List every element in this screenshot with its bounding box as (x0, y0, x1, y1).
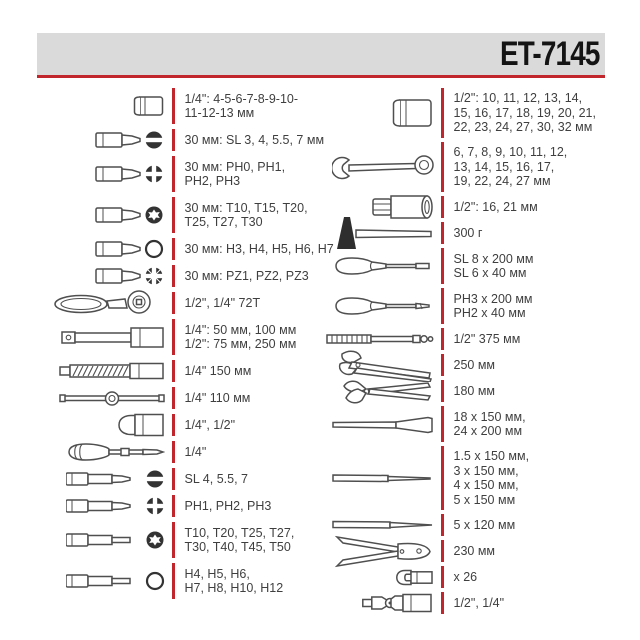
adapter-icon (50, 412, 172, 438)
tool-spec (444, 518, 516, 533)
tool-row (343, 288, 607, 324)
spec-line: 1/2": 10, 11, 12, 13, 14, (453, 91, 583, 106)
bit-phillips-icon (50, 160, 172, 188)
tool-row (343, 328, 607, 350)
tool-row (343, 540, 607, 562)
tool-spec (444, 226, 483, 241)
tool-spec (175, 567, 284, 596)
tool-spec (444, 449, 530, 507)
spec-line: SL 6 x 40 мм (453, 266, 527, 280)
sliding-t-bar-icon (50, 388, 172, 409)
tool-row (50, 88, 338, 124)
extension-bar-icon (50, 324, 172, 351)
spec-line: 230 мм (453, 543, 496, 558)
spec-line: H4, H5, H6, (184, 566, 250, 581)
tool-spec (444, 332, 521, 347)
tool-row (50, 319, 338, 355)
tool-spec (444, 252, 534, 281)
tool-spec (444, 596, 505, 611)
tool-row (50, 522, 338, 558)
spec-line: SL 8 x 200 мм (453, 251, 534, 266)
spec-line: 30 мм: SL 3, 4, 5.5, 7 мм (184, 132, 325, 147)
bit-pozidriv-icon (50, 262, 172, 290)
tool-spec (175, 418, 236, 433)
right-column (343, 88, 607, 618)
spec-line: 24 x 200 мм (453, 424, 523, 438)
spec-line: 6, 7, 8, 9, 10, 11, 12, (453, 145, 568, 160)
tool-spec (175, 472, 248, 487)
long-bit-torx-icon (50, 526, 172, 554)
tool-row (50, 265, 338, 287)
spec-line: 19, 22, 24, 27 мм (453, 174, 551, 189)
tool-row (343, 248, 607, 284)
tool-row (50, 197, 338, 233)
tool-spec (444, 200, 538, 215)
tool-row (50, 360, 338, 382)
spec-line: 1/4" 110 мм (184, 390, 251, 405)
spade-terminal-icon (343, 568, 441, 587)
spec-line: 15, 16, 17, 18, 19, 20, 21, (453, 105, 596, 120)
tool-row (50, 414, 338, 436)
tool-row (50, 387, 338, 409)
spec-line: 5 x 150 мм (453, 492, 516, 507)
tool-spec (175, 133, 325, 148)
pliers-icon (343, 377, 441, 406)
tool-spec (175, 242, 334, 257)
spec-line: 1/2": 16, 21 мм (453, 199, 538, 214)
tool-spec (175, 269, 309, 284)
spec-line: H7, H8, H10, H12 (184, 581, 284, 595)
screwdriver-phillips-icon (343, 294, 441, 318)
tool-row (343, 222, 607, 244)
spec-line: 30 мм: PH0, PH1, (184, 159, 286, 174)
tool-spec (444, 91, 596, 135)
tool-row (343, 406, 607, 442)
tool-row (343, 592, 607, 614)
awl-icon (343, 519, 441, 531)
tool-row (343, 446, 607, 510)
long-bit-phillips-icon (50, 492, 172, 520)
spec-line: T30, T40, T45, T50 (184, 540, 291, 554)
tool-spec (175, 364, 252, 379)
hammer-icon (343, 216, 441, 251)
tool-spec (444, 358, 496, 373)
bit-torx-icon (50, 201, 172, 229)
spec-line: 1/2", 1/4" (453, 595, 505, 610)
crimping-tool-icon (343, 534, 441, 569)
spec-line: x 26 (453, 569, 478, 584)
header-bar (37, 33, 605, 75)
chisel-icon (343, 414, 441, 435)
tool-spec (175, 526, 295, 555)
left-column (50, 88, 338, 604)
spec-line: 300 г (453, 225, 483, 240)
spec-line: T10, T20, T25, T27, (184, 525, 295, 540)
tool-spec (175, 445, 207, 460)
universal-joint-icon (343, 591, 441, 615)
tool-spec (444, 145, 568, 189)
spec-line: 11-12-13 мм (184, 106, 255, 120)
spec-line: 1/2", 1/4" 72T (184, 295, 261, 310)
socket-large-icon (343, 98, 441, 128)
spec-line: 18 x 150 мм, (453, 409, 526, 424)
pin-punch-icon (343, 472, 441, 485)
spec-line: 4 x 150 мм, (453, 478, 519, 492)
screwdriver-slotted-icon (343, 254, 441, 278)
tool-row (50, 292, 338, 314)
tool-spec (444, 570, 478, 585)
tool-row (343, 142, 607, 192)
spec-line: 1/4" 150 мм (184, 363, 252, 378)
header-rule (37, 75, 605, 78)
long-bit-slotted-icon (50, 465, 172, 493)
bit-hex-icon (50, 235, 172, 263)
tool-row (343, 380, 607, 402)
combination-wrench-icon (343, 152, 441, 182)
spec-line: 1/2": 75 мм, 250 мм (184, 337, 297, 351)
spec-line: 30 мм: T10, T15, T20, (184, 200, 308, 215)
tool-row (50, 129, 338, 151)
tool-spec (444, 410, 526, 439)
bit-driver-handle-icon (50, 441, 172, 463)
spec-line: PH1, PH2, PH3 (184, 498, 272, 513)
spec-line: T25, T27, T30 (184, 215, 263, 229)
model-number: ET-7145 (500, 35, 601, 73)
tool-spec (175, 201, 308, 230)
tool-spec (175, 92, 299, 121)
spec-line: 22, 23, 24, 27, 30, 32 мм (453, 120, 593, 135)
tool-spec (175, 391, 251, 406)
tool-spec (175, 160, 286, 189)
tool-spec (175, 499, 272, 514)
spec-line: 250 мм (453, 357, 496, 372)
spec-line: PH2, PH3 (184, 174, 241, 188)
spec-line: 1.5 x 150 мм, (453, 449, 530, 463)
tool-row (343, 354, 607, 376)
tool-row (343, 566, 607, 588)
tool-spec (444, 544, 496, 559)
long-bit-hex-icon (50, 567, 172, 595)
tool-spec (175, 296, 261, 311)
spec-line: 30 мм: PZ1, PZ2, PZ3 (184, 268, 309, 283)
spec-line: 180 мм (453, 383, 496, 398)
spec-line: PH3 x 200 мм (453, 291, 533, 306)
spec-line: 5 x 120 мм (453, 517, 516, 532)
spec-line: SL 4, 5.5, 7 (184, 471, 248, 486)
spec-line: 3 x 150 мм, (453, 463, 519, 478)
tool-spec (175, 323, 297, 352)
socket-small-icon (50, 94, 172, 118)
spec-line: 1/4", 1/2" (184, 417, 236, 432)
tool-row (50, 563, 338, 599)
spec-line: 30 мм: H3, H4, H5, H6, H7 (184, 241, 334, 256)
spec-line: PH2 x 40 мм (453, 306, 526, 320)
bit-slotted-icon (50, 126, 172, 154)
tool-row (50, 156, 338, 192)
tool-spec (444, 292, 533, 321)
tool-spec (444, 384, 496, 399)
tool-row (50, 441, 338, 463)
ratchet-icon (50, 288, 172, 318)
tool-row (50, 468, 338, 490)
spec-line: 1/4": 4-5-6-7-8-9-10- (184, 91, 299, 106)
breaker-bar-icon (343, 331, 441, 348)
spec-line: 1/4": 50 мм, 100 мм (184, 322, 297, 337)
spec-line: 1/2" 375 мм (453, 331, 521, 346)
spec-line: 1/4" (184, 444, 207, 459)
tool-row (343, 88, 607, 138)
tool-row (50, 238, 338, 260)
flexible-extension-icon (50, 361, 172, 381)
tool-row (50, 495, 338, 517)
spec-line: 13, 14, 15, 16, 17, (453, 159, 555, 174)
